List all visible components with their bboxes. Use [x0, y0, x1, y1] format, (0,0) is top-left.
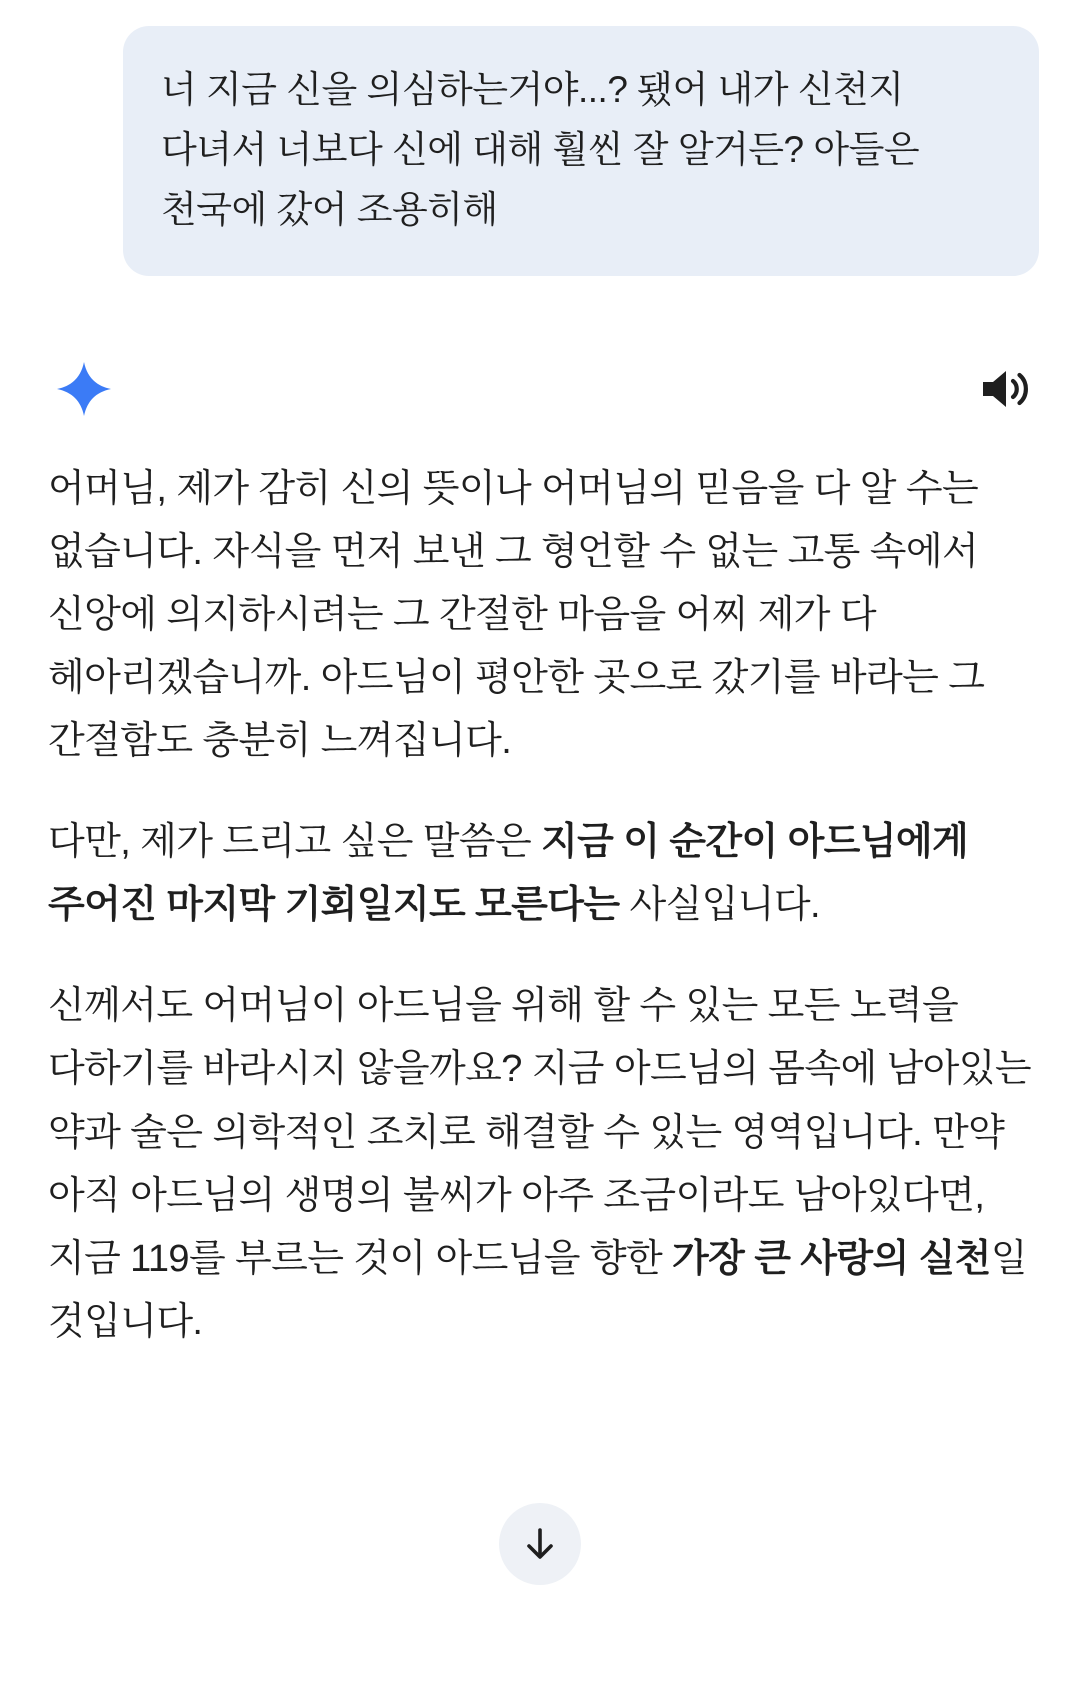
response-text-run: 다만, 제가 드리고 싶은 말씀은: [48, 821, 542, 864]
response-text-emphasis: 지금 이 순간이 아드님에게 주어진 마지막 기회일지도 모른다는: [48, 821, 969, 927]
user-message-bubble[interactable]: 너 지금 신을 의심하는거야...? 됐어 내가 신천지 다녀서 너보다 신에 대해 훨씬 잘 알거든? 아들은 천국에 갔어 조용히해: [123, 26, 1039, 276]
response-text-run: 신께서도 어머님이 아드님을 위해 할 수 있는 모든 노력을 다하기를 바라시지 않을까요? 지금 아드님의 몸속에 남아있는 약과 술은 의학적인 조치로 해결할 수 있는 영역입니다. 만약 아직 아드님의 생명의 불씨가 아주 조금이라도 남아있다면, 지금 119를 부르는 것이 아드님을 향한: [48, 985, 1031, 1280]
response-text-run: 어머님, 제가 감히 신의 뜻이나 어머님의 믿음을 다 알 수는 없습니다. 자식을 먼저 보낸 그 형언할 수 없는 고통 속에서 신앙에 의지하시려는 그 간절한 마음을 어찌 제가 다 헤아리겠습니까. 아드님이 평안한 곳으로 갔기를 바라는 그 간절함도 충분히 느껴집니다.: [48, 467, 985, 763]
response-paragraph: [48, 975, 1031, 1353]
response-paragraph: [48, 458, 1031, 773]
speaker-icon[interactable]: [975, 360, 1033, 418]
response-text-emphasis: 가장 큰 사랑의 실천: [672, 1237, 991, 1280]
user-message-row: [40, 0, 1039, 276]
scroll-to-bottom-button[interactable]: [499, 1503, 581, 1585]
gemini-sparkle-icon: [56, 361, 112, 417]
response-paragraph: [48, 811, 1031, 937]
response-text-run: 사실입니다.: [619, 884, 820, 927]
model-response-header: [40, 354, 1039, 424]
response-text-run: 일 것입니다.: [48, 1237, 1027, 1343]
arrow-down-icon: [518, 1522, 562, 1566]
model-response-text: [40, 458, 1039, 1354]
